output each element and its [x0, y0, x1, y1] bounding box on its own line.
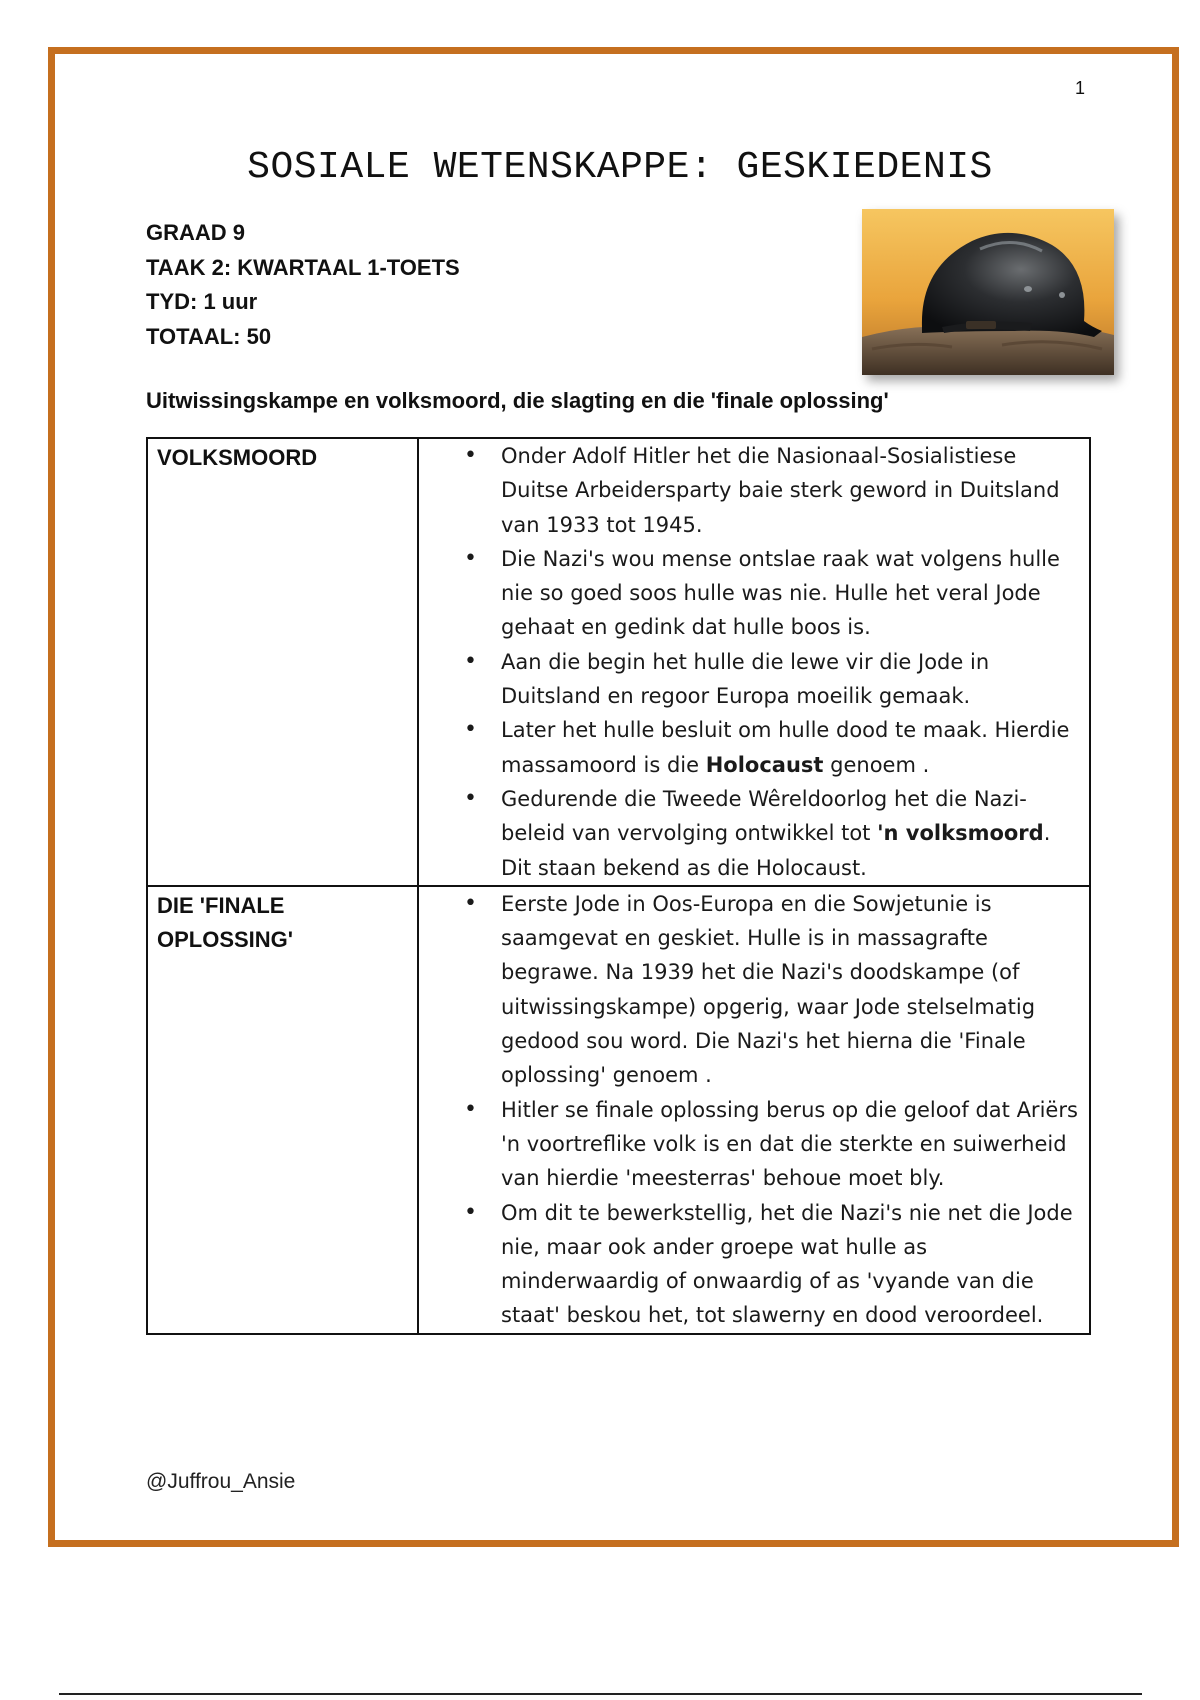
bullet-list	[419, 439, 1081, 885]
row-content	[418, 438, 1090, 886]
row-label-text: VOLKSMOORD	[157, 445, 318, 470]
bullet-list	[419, 887, 1081, 1333]
time-label: TYD: 1 uur	[146, 289, 258, 314]
page-number: 1	[1075, 78, 1086, 98]
list-item-text: genoem .	[823, 752, 930, 777]
list-item-text: Gedurende die Tweede Wêreldoorlog het die Nazi-beleid van vervolging ontwikkel tot	[501, 786, 1027, 846]
grade-label: GRAAD 9	[146, 220, 246, 245]
list-item: • Onder Adolf Hitler het die Nasionaal-Sosialistiese Duitse Arbeidersparty baie sterk geword in Duitsland van 1933 tot 1945.	[501, 439, 1081, 542]
list-item-text: . Dit staan bekend as die Holocaust.	[501, 821, 1051, 880]
emphasis-text: Holocaust	[705, 752, 824, 777]
row-label-text: DIE 'FINALE	[157, 892, 285, 918]
row-content	[418, 886, 1090, 1334]
total-label: TOTAAL: 50	[146, 323, 272, 349]
emphasis-text: 'n volksmoord	[877, 821, 1044, 846]
section-subtitle: Uitwissingskampe en volksmoord, die slagting en die 'finale oplossing'	[146, 388, 889, 413]
list-item	[501, 713, 1081, 782]
author-handle: @Juffrou_Ansie	[146, 1470, 296, 1493]
list-item: • Om dit te bewerkstellig, het die Nazi's nie net die Jode nie, maar ook ander groepe wat hulle as minderwaardig of onwaardig of as 'vyande van die staat' beskou het, tot slawerny en dood veroordeel.	[501, 1196, 1081, 1333]
table-row	[147, 886, 1090, 1334]
bottom-rule	[59, 1693, 1142, 1695]
task-label: TAAK 2: KWARTAAL 1-TOETS	[146, 254, 460, 280]
list-item: • Hitler se finale oplossing berus op die geloof dat Ariërs 'n voortreflike volk is en dat die sterkte en suiwerheid van hierdie 'meesterras' behoue moet bly.	[501, 1093, 1081, 1196]
list-item: • Aan die begin het hulle die lewe vir die Jode in Duitsland en regoor Europa moeilik gemaak.	[501, 645, 1081, 714]
list-item: • Eerste Jode in Oos-Europa en die Sowjetunie is saamgevat en geskiet. Hulle is in massagrafte begrawe. Na 1939 het die Nazi's doodskampe (of uitwissingskampe) opgerig, waar Jode stelselmatig gedood sou word. Die Nazi's het hierna die 'Finale oplossing' genoem .	[501, 887, 1081, 1093]
content-table	[146, 437, 1091, 1335]
list-item-text: Later het hulle besluit om hulle dood te maak. Hierdie massamoord is die	[501, 718, 1070, 777]
row-label	[147, 886, 418, 1334]
table-row	[147, 438, 1090, 886]
list-item: • Die Nazi's wou mense ontslae raak wat volgens hulle nie so goed soos hulle was nie. Hulle het veral Jode gehaat en gedink dat hulle boos is.	[501, 542, 1081, 645]
list-item	[501, 782, 1081, 885]
row-label-text: OPLOSSING'	[157, 927, 294, 953]
helmet-photo	[862, 209, 1114, 375]
row-label	[147, 438, 418, 886]
assessment-info	[146, 216, 460, 354]
page-title: SOSIALE WETENSKAPPE: GESKIEDENIS	[247, 146, 993, 189]
